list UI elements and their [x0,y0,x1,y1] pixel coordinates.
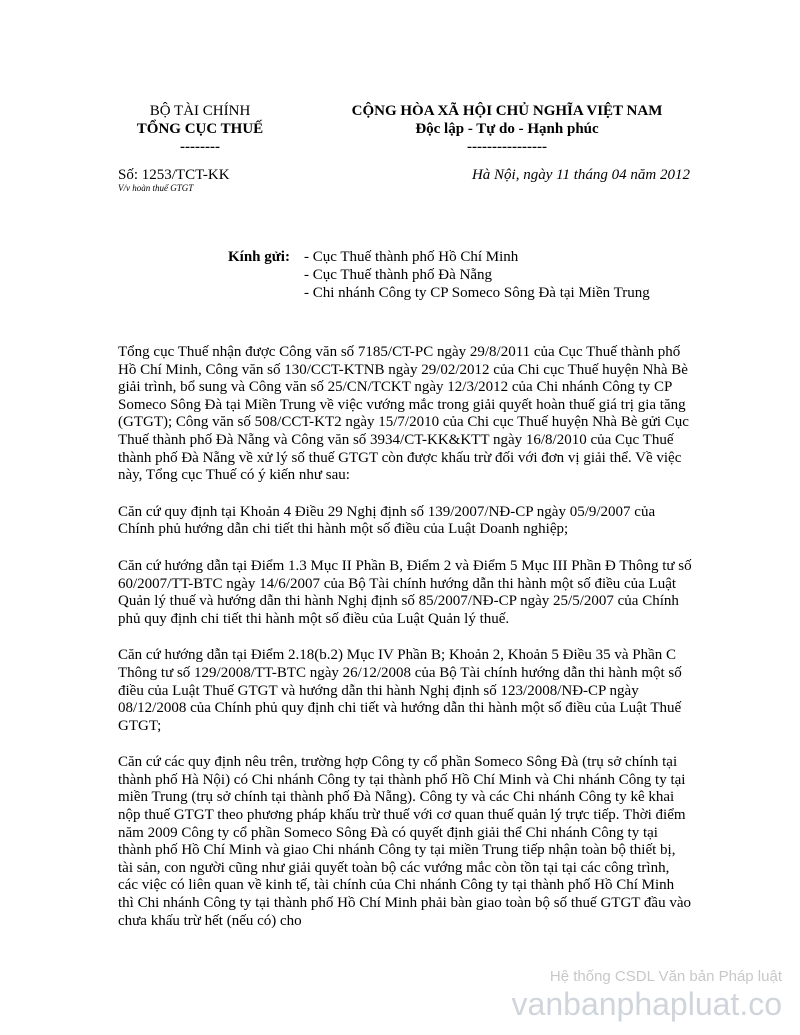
body-paragraph: Căn cứ quy định tại Khoản 4 Điều 29 Nghị định số 139/2007/NĐ-CP ngày 05/9/2007 của Chính phủ hướng dẫn chi tiết thi hành một số điều của Luật Doanh nghiệp; [118,503,656,538]
recipient-item: - Cục Thuế thành phố Hồ Chí Minh [304,249,519,265]
ministry-name: BỘ TÀI CHÍNH [149,103,251,119]
motto-rule: ---------------- [467,139,547,155]
watermark-caption: Hệ thống CSDL Văn bản Pháp luật [549,968,782,985]
issue-date: Hà Nội, ngày 11 tháng 04 năm 2012 [471,167,690,183]
agency-name: TỔNG CỤC THUẾ [136,121,264,137]
country-name: CỘNG HÒA XÃ HỘI CHỦ NGHĨA VIỆT NAM [351,103,663,119]
body-paragraph: Căn cứ hướng dẫn tại Điểm 1.3 Mục II Phần B, Điểm 2 và Điểm 5 Mục III Phần Đ Thông tư số 60/2007/TT-BTC ngày 14/6/2007 của Bộ Tài chính hướng dẫn thi hành một số điều của Luật Quản lý thuế và hướng dẫn thi hành Nghị định số 85/2007/NĐ-CP ngày 25/5/2007 của Chính phủ quy định chi tiết thi hành một số điều của Luật Quản lý thuế. [118,557,692,627]
document-number: Số: 1253/TCT-KK [118,167,230,183]
watermark-domain: vanbanphapluat.co [511,986,782,1022]
site-watermark [512,968,782,1022]
recipient-item: - Cục Thuế thành phố Đà Nẵng [304,267,493,283]
recipient-item: - Chi nhánh Công ty CP Someco Sông Đà tại Miền Trung [304,285,650,301]
authority-rule: -------- [180,139,220,155]
body-paragraph: Căn cứ các quy định nêu trên, trường hợp Công ty cổ phần Someco Sông Đà (trụ sở chính tại thành phố Hà Nội) có Chi nhánh Công ty tại thành phố Hồ Chí Minh và Chi nhánh Công ty tại miền Trung (trụ sở chính tại thành phố Đà Nẵng). Công ty và các Chi nhánh Công ty kê khai nộp thuế GTGT theo phương pháp khấu trừ thuế với cơ quan thuế quản lý trực tiếp. Thời điểm năm 2009 Công ty cổ phần Someco Sông Đà có quyết định giải thể Chi nhánh Công ty tại thành phố Hồ Chí Minh và giao Chi nhánh Công ty tại miền Trung tiếp nhận toàn bộ thiết bị, tài sản, con người cũng như giải quyết toàn bộ các vướng mắc còn tồn tại tại các công trình, các việc có liên quan về kinh tế, tài chính của Chi nhánh Công ty tại thành phố Hồ Chí Minh thì Chi nhánh Công ty tại thành phố Hồ Chí Minh phải bàn giao toàn bộ số thuế GTGT đầu vào chưa khấu trừ hết (nếu có) cho [118,754,691,929]
issuing-authority-block [100,102,300,156]
document-subject: V/v hoàn thuế GTGT [118,183,194,193]
recipients-block [228,248,650,302]
body-paragraph: Tổng cục Thuế nhận được Công văn số 7185/CT-PC ngày 29/8/2011 của Cục Thuế thành phố Hồ Chí Minh, Công văn số 130/CCT-KTNB ngày 29/02/2012 của Chi cục Thuế huyện Nhà Bè giải trình, bổ sung và Công văn số 25/CN/TCKT ngày 12/3/2012 của Chi nhánh Công ty CP Someco Sông Đà tại Miền Trung về việc vướng mắc trong giải quyết hoàn thuế giá trị gia tăng (GTGT); Công văn số 508/CCT-KT2 ngày 15/7/2010 của Chi cục Thuế huyện Nhà Bè gửi Cục Thuế thành phố Đà Nẵng và Công văn số 3934/CT-KK&KTT ngày 16/8/2010 của Cục Thuế thành phố Đà Nẵng về xử lý số thuế GTGT còn được khấu trừ đối với đơn vị giải thể. Về việc này, Tổng cục Thuế có ý kiến như sau: [118,344,689,484]
national-header-block [322,102,692,156]
recipients-label: Kính gửi: [228,249,290,265]
document-body [118,344,692,949]
body-paragraph: Căn cứ hướng dẫn tại Điểm 2.18(b.2) Mục IV Phần B; Khoản 2, Khoản 5 Điều 35 và Phần C Thông tư số 129/2008/TT-BTC ngày 26/12/2008 của Bộ Tài chính hướng dẫn thi hành một số điều của Luật Thuế GTGT và hướng dẫn thi hành Nghị định số 123/2008/NĐ-CP ngày 08/12/2008 của Chính phủ quy định chi tiết và hướng dẫn thi hành một số điều của Luật Thuế GTGT; [118,647,682,734]
national-motto: Độc lập - Tự do - Hạnh phúc [415,121,599,137]
